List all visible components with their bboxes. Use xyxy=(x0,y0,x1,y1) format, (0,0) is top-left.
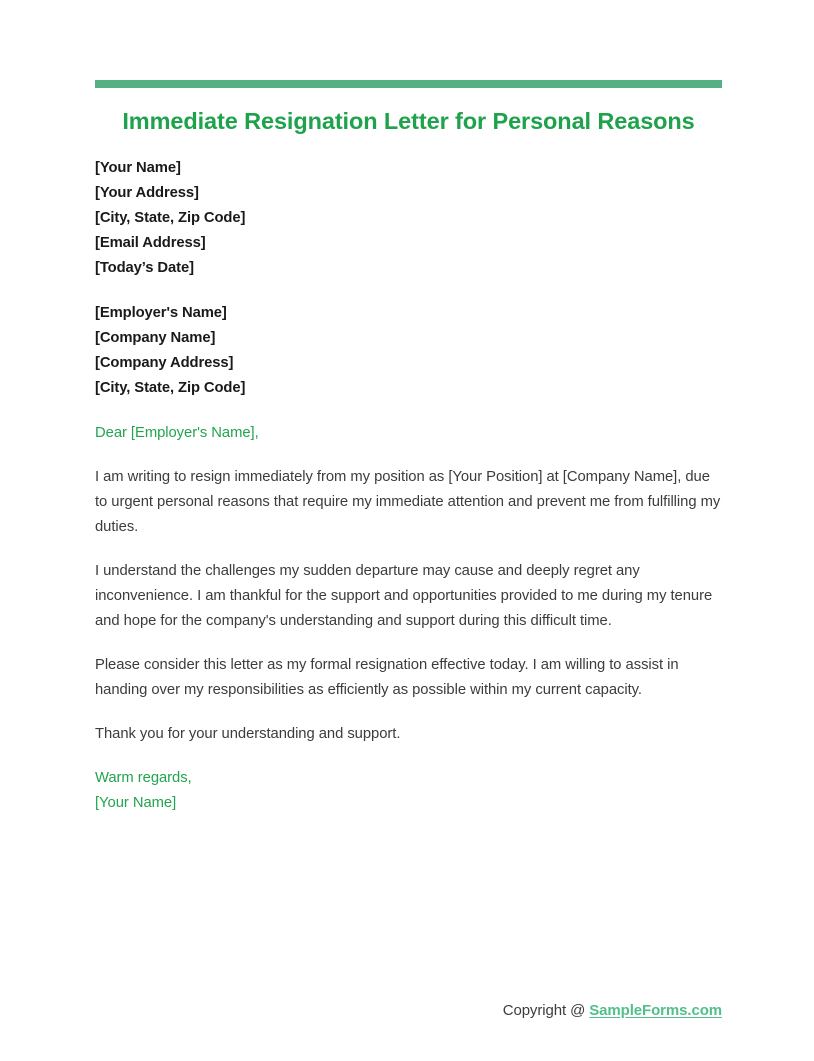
body-paragraph-2: I understand the challenges my sudden departure may cause and deeply regret any inconvenience. I am thankful for the support and opportunities provided to me during my tenure and hope for the company's understanding and support during this difficult time. xyxy=(95,563,713,629)
sender-line-city-state-zip: [City, State, Zip Code] xyxy=(95,210,246,226)
closing-block xyxy=(95,766,722,816)
closing-salutation: Warm regards, xyxy=(95,770,192,786)
sender-line-address: [Your Address] xyxy=(95,185,199,201)
sender-line-date: [Today’s Date] xyxy=(95,260,194,276)
address-block-spacer xyxy=(95,281,722,301)
recipient-line-company-address: [Company Address] xyxy=(95,355,234,371)
sender-line-email: [Email Address] xyxy=(95,235,206,251)
sender-line-name: [Your Name] xyxy=(95,160,181,176)
page-title: Immediate Resignation Letter for Personal Reasons xyxy=(122,108,695,134)
header-accent-bar xyxy=(95,80,722,88)
footer-copyright-text: Copyright @ xyxy=(502,1002,590,1019)
footer-copyright xyxy=(95,1001,722,1021)
recipient-address-block xyxy=(95,301,722,401)
salutation-line: Dear [Employer's Name], xyxy=(95,425,259,441)
recipient-line-city-state-zip: [City, State, Zip Code] xyxy=(95,380,246,396)
sender-address-block xyxy=(95,156,722,281)
footer-brand-link[interactable]: SampleForms.com xyxy=(589,1002,722,1019)
recipient-line-employer-name: [Employer's Name] xyxy=(95,305,227,321)
letter-body xyxy=(95,156,722,816)
body-paragraph-4: Thank you for your understanding and support. xyxy=(95,726,401,742)
body-paragraph-3: Please consider this letter as my formal resignation effective today. I am willing to assist in handing over my responsibilities as efficiently as possible within my current capacity. xyxy=(95,657,679,698)
recipient-line-company-name: [Company Name] xyxy=(95,330,216,346)
closing-signature-name: [Your Name] xyxy=(95,795,177,811)
body-paragraph-1: I am writing to resign immediately from my position as [Your Position] at [Company Name], due to urgent personal reasons that require my immediate attention and prevent me from fulfilling my duties. xyxy=(95,469,721,535)
